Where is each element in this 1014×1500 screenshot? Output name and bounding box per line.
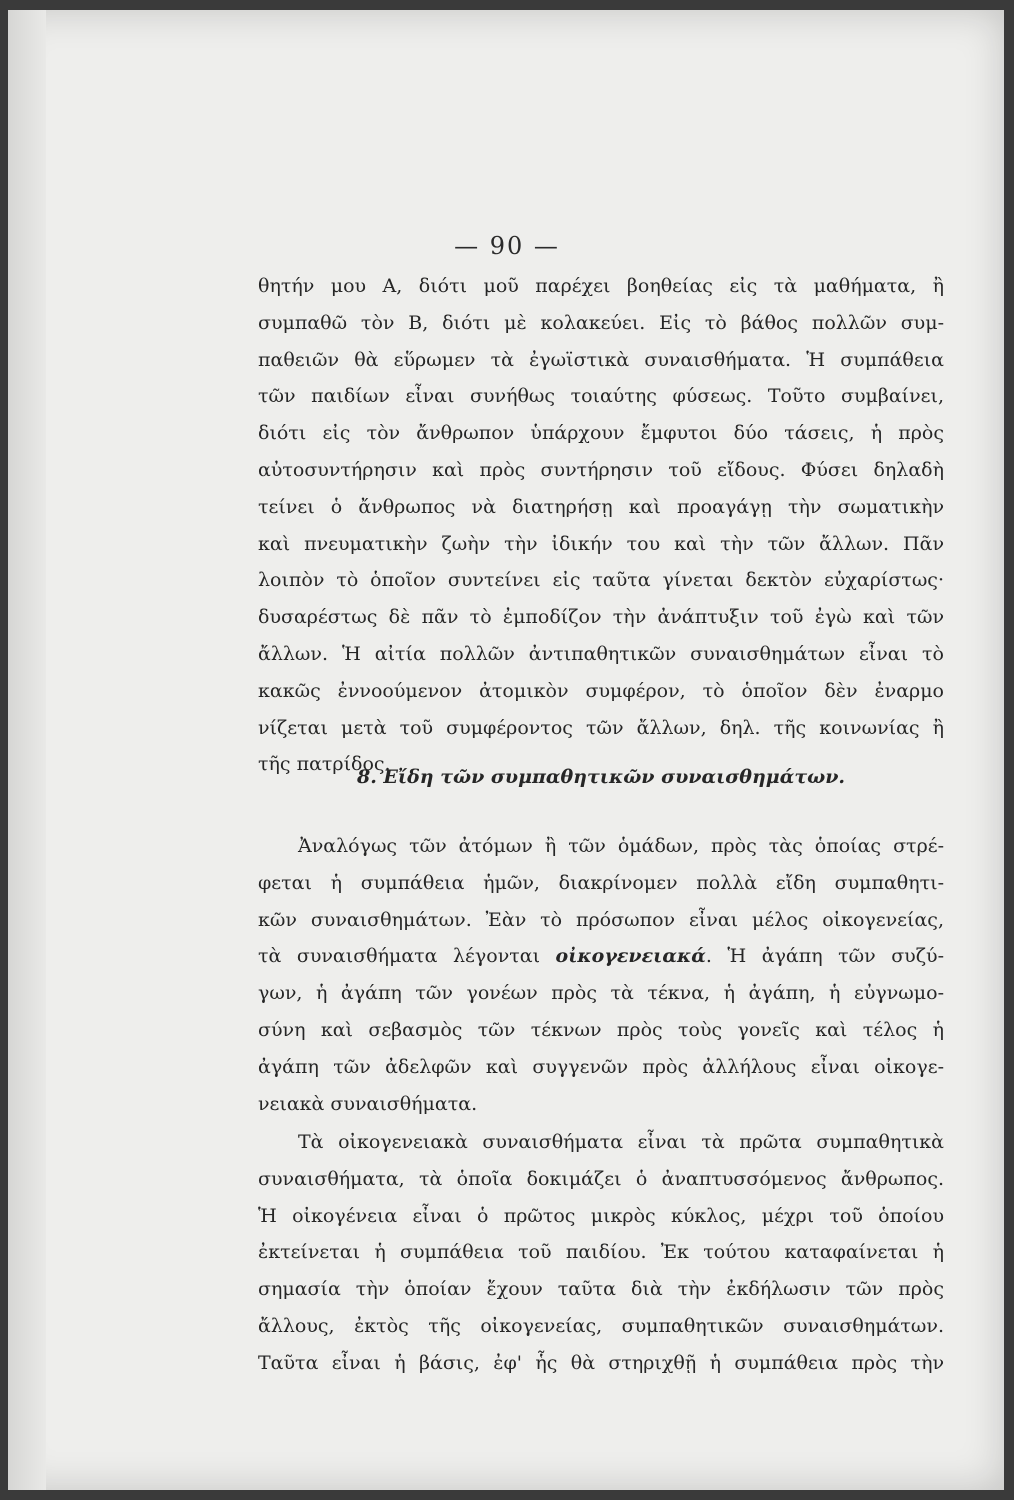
text-line: κῶν συναισθημάτων. Ἐὰν τὸ πρόσωπον εἶναι μέλος οἰκογενείας, [258, 908, 944, 931]
section-heading: 8. Εἴδη τῶν συμπαθητικῶν συναισθημάτων. [356, 766, 845, 788]
text-line: νίζεται μετὰ τοῦ συμφέροντος τῶν ἄλλων, δηλ. τῆς κοινωνίας ἢ [258, 716, 944, 739]
text-segment: . Ἡ ἀγάπη τῶν συζύ- [705, 945, 944, 968]
text-line: ἄλλων. Ἡ αἰτία πολλῶν ἀντιπαθητικῶν συναισθημάτων εἶναι τὸ [258, 642, 944, 665]
text-line: θητήν μου Α, διότι μοῦ παρέχει βοηθείας εἰς τὰ μαθήματα, ἢ [258, 275, 944, 297]
text-line: συμπαθῶ τὸν Β, διότι μὲ κολακεύει. Εἰς τὸ βάθος πολλῶν συμ- [258, 311, 944, 334]
text-line: σύνη καὶ σεβασμὸς τῶν τέκνων πρὸς τοὺς γονεῖς καὶ τέλος ἡ [258, 1018, 944, 1041]
text-segment: τὰ συναισθήματα λέγονται [258, 945, 556, 968]
page-number: — 90 — [454, 232, 560, 260]
text-line [258, 938, 944, 975]
text-line: ἄλλους, ἐκτὸς τῆς οἰκογενείας, συμπαθητικῶν συναισθημάτων. [258, 1314, 944, 1337]
text-line: αὐτοσυντήρησιν καὶ πρὸς συντήρησιν τοῦ εἴδους. Φύσει δηλαδὴ [258, 458, 944, 481]
text-line: νειακὰ συναισθήματα. [258, 1092, 478, 1115]
text-line: Ἡ οἰκογένεια εἶναι ὁ πρῶτος μικρὸς κύκλος, μέχρι τοῦ ὁποίου [258, 1204, 944, 1227]
text-line: καὶ πνευματικὴν ζωὴν τὴν ἰδικήν του καὶ τὴν τῶν ἄλλων. Πᾶν [258, 532, 944, 555]
text-line: τῆς πατρίδος. [258, 753, 391, 776]
text-line: φεται ἡ συμπάθεια ἡμῶν, διακρίνομεν πολλὰ εἴδη συμπαθητι- [258, 871, 944, 894]
paragraph-2 [258, 828, 944, 1122]
text-line: παθειῶν θὰ εὕρωμεν τὰ ἐγωϊστικὰ συναισθήματα. Ἡ συμπάθεια [258, 348, 944, 371]
text-line: λοιπὸν τὸ ὁποῖον συντείνει εἰς ταῦτα γίνεται δεκτὸν εὐχαρίστως· [258, 569, 944, 592]
text-line: συναισθήματα, τὰ ὁποῖα δοκιμάζει ὁ ἀναπτυσσόμενος ἄνθρωπος. [258, 1167, 944, 1190]
text-line: τῶν παιδίων εἶναι συνήθως τοιαύτης φύσεως. Τοῦτο συμβαίνει, [258, 385, 944, 408]
text-line: ἀγάπη τῶν ἀδελφῶν καὶ συγγενῶν πρὸς ἀλλήλους εἶναι οἰκογε- [258, 1055, 944, 1078]
text-line: κακῶς ἐννοούμενον ἀτομικὸν συμφέρον, τὸ ὁποῖον δὲν ἐναρμο [258, 679, 944, 702]
emphasized-term: οἰκογενειακά [555, 945, 706, 968]
text-line: ἐκτείνεται ἡ συμπάθεια τοῦ παιδίου. Ἐκ τούτου καταφαίνεται ἡ [258, 1241, 944, 1264]
text-line: τείνει ὁ ἄνθρωπος νὰ διατηρήσῃ καὶ προαγάγῃ τὴν σωματικὴν [258, 495, 944, 518]
text-line: Ἀναλόγως τῶν ἀτόμων ἢ τῶν ὁμάδων, πρὸς τὰς ὁποίας στρέ- [298, 835, 944, 857]
text-line: γων, ἡ ἀγάπη τῶν γονέων πρὸς τὰ τέκνα, ἡ ἀγάπη, ἡ εὐγνωμο- [258, 982, 944, 1005]
text-line: διότι εἰς τὸν ἄνθρωπον ὑπάρχουν ἔμφυτοι δύο τάσεις, ἡ πρὸς [258, 422, 944, 445]
paragraph-3 [258, 1124, 944, 1382]
text-line: Ταῦτα εἶναι ἡ βάσις, ἐφ' ἧς θὰ στηριχθῇ ἡ συμπάθεια πρὸς τὴν [258, 1351, 944, 1374]
text-line: Τὰ οἰκογενειακὰ συναισθήματα εἶναι τὰ πρῶτα συμπαθητικὰ [298, 1131, 944, 1153]
text-line: δυσαρέστως δὲ πᾶν τὸ ἐμποδίζον τὴν ἀνάπτυξιν τοῦ ἐγὼ καὶ τῶν [258, 606, 944, 629]
text-line: σημασία τὴν ὁποίαν ἔχουν ταῦτα διὰ τὴν ἐκδήλωσιν τῶν πρὸς [258, 1278, 944, 1301]
paragraph-1 [258, 268, 944, 783]
